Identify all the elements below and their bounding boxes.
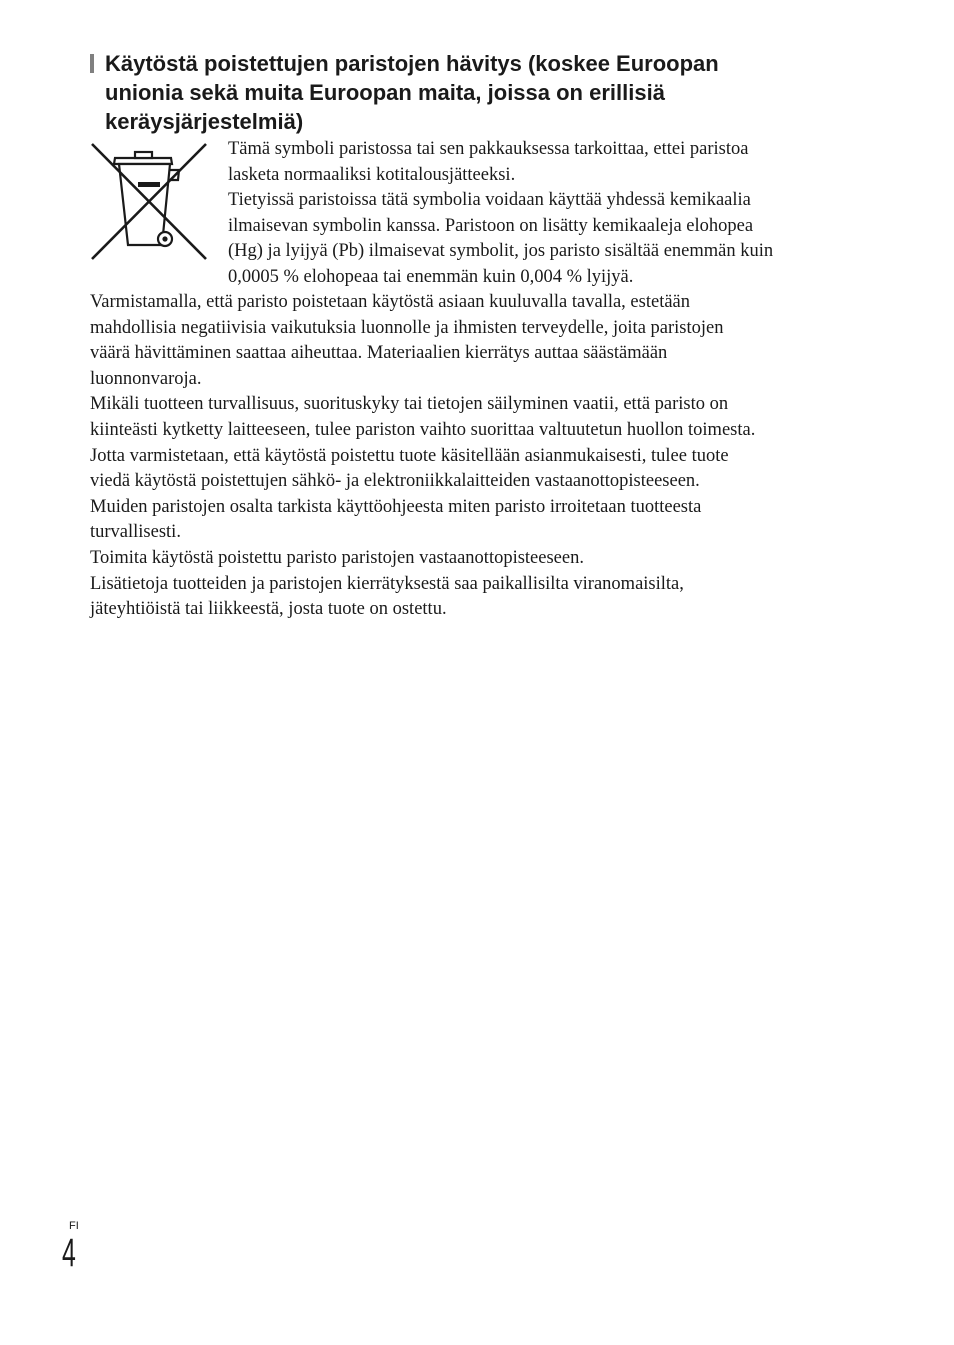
text-line: 0,0005 % elohopeaa tai enemmän kuin 0,004 % lyijyä. [228, 266, 634, 287]
text-line: Jotta varmistetaan, että käytöstä poistettu tuote käsitellään asianmukaisesti, tulee tuote [90, 445, 729, 466]
text-line: Mikäli tuotteen turvallisuus, suorituskyky tai tietojen säilyminen vaatii, että paristo on [90, 394, 729, 415]
text-line: Varmistamalla, että paristo poistetaan käytöstä asiaan kuuluvalla tavalla, estetään [90, 292, 691, 312]
text-line: lasketa normaaliksi kotitalousjätteeksi. [228, 164, 516, 185]
text-line: Tietyissä paristoissa tätä symbolia voidaan käyttää yhdessä kemikaalia [228, 190, 751, 211]
text-line: Toimita käytöstä poistettu paristo paristojen vastaanottopisteeseen. [90, 547, 584, 568]
heading-line: keräysjärjestelmiä) [105, 109, 304, 134]
language-code: FI [69, 1220, 79, 1232]
section-heading [90, 49, 810, 136]
text-line: mahdollisia negatiivisia vaikutuksia luonnolle ja ihmisten terveydelle, joita paristojen [90, 317, 724, 338]
text-line: väärä hävittäminen saattaa aiheuttaa. Materiaalien kierrätys auttaa säästämään [90, 343, 668, 364]
text-line: turvallisesti. [90, 522, 181, 543]
text-line: luonnonvaroja. [90, 368, 202, 389]
heading-line: unionia sekä muita Euroopan maita, joissa on erillisiä [105, 80, 665, 105]
page-number: 4 [62, 1231, 76, 1275]
intro-paragraph [228, 137, 868, 291]
crossed-out-wheeled-bin-icon [90, 142, 208, 262]
heading-line: Käytöstä poistettujen paristojen hävitys (koskee Euroopan [105, 51, 719, 76]
text-line: Tämä symboli paristossa tai sen pakkauksessa tarkoittaa, ettei paristoa [228, 139, 749, 159]
text-line: Lisätietoja tuotteiden ja paristojen kierrätyksestä saa paikallisilta viranomaisilta, [90, 573, 684, 594]
text-line: jäteyhtiöistä tai liikkeestä, josta tuote on ostettu. [90, 599, 447, 620]
text-line: Muiden paristojen osalta tarkista käyttöohjeesta miten paristo irroitetaan tuotteesta [90, 496, 702, 517]
text-line: viedä käytöstä poistettujen sähkö- ja elektroniikkalaitteiden vastaanottopisteeseen. [90, 471, 700, 492]
text-line: (Hg) ja lyijyä (Pb) ilmaisevat symbolit, jos paristo sisältää enemmän kuin [228, 241, 774, 262]
text-line: kiinteästi kytketty laitteeseen, tulee pariston vaihto suorittaa valtuutetun huollon toimesta. [90, 419, 756, 440]
body-text [90, 290, 870, 623]
heading-marker-bar [90, 54, 94, 73]
text-line: ilmaisevan symbolin kanssa. Paristoon on lisätty kemikaaleja elohopea [228, 215, 754, 236]
